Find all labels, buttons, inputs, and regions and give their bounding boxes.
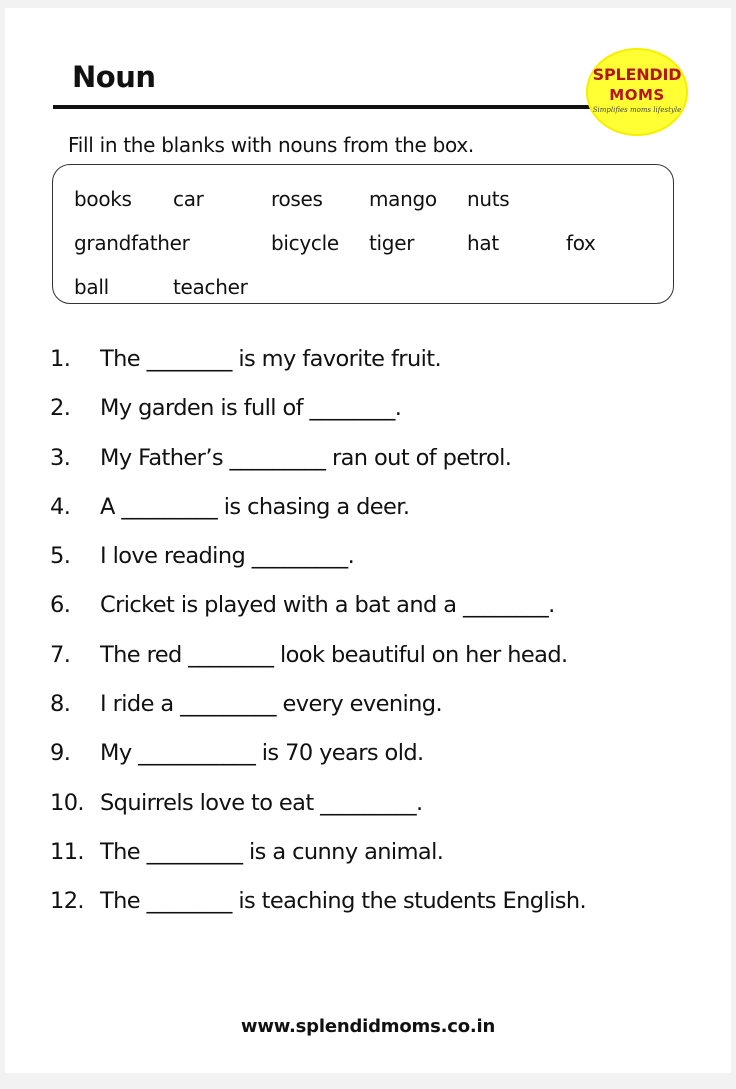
question-number: 1. [50, 346, 71, 372]
question-text: A _________ is chasing a deer. [100, 493, 410, 520]
question-number: 9. [50, 740, 71, 767]
word-books: books [74, 187, 132, 211]
word-grandfather: grandfather [74, 231, 190, 255]
question-item [50, 346, 726, 395]
title-underline [53, 105, 598, 109]
question-number: 4. [50, 493, 71, 520]
question-number: 10. [50, 789, 84, 816]
question-text: The ________ is my favorite fruit. [100, 346, 442, 372]
splendid-moms-logo [586, 48, 688, 136]
word-roses: roses [271, 187, 323, 211]
word-box [52, 164, 674, 304]
question-item [50, 691, 726, 740]
question-number: 5. [50, 543, 71, 570]
question-text: Squirrels love to eat _________. [100, 789, 423, 816]
question-item [50, 888, 726, 937]
question-number: 6. [50, 592, 71, 619]
question-item [50, 543, 726, 592]
logo-line-1: SPLENDID [592, 65, 682, 84]
question-item [50, 839, 726, 888]
question-number: 8. [50, 691, 71, 718]
question-item [50, 642, 726, 691]
question-item [50, 445, 726, 494]
question-number: 3. [50, 444, 71, 471]
word-mango: mango [369, 187, 437, 211]
question-text: My ___________ is 70 years old. [100, 740, 424, 767]
question-number: 11. [50, 838, 84, 865]
word-hat: hat [467, 231, 499, 255]
word-tiger: tiger [369, 231, 415, 255]
question-item [50, 790, 726, 839]
question-list [50, 346, 726, 938]
word-fox: fox [566, 231, 596, 255]
question-text: Cricket is played with a bat and a ________. [100, 592, 555, 619]
footer-url: www.splendidmoms.co.in [240, 1016, 496, 1037]
question-text: My garden is full of ________. [100, 395, 402, 422]
question-item [50, 494, 726, 543]
question-item [50, 592, 726, 641]
question-item [50, 740, 726, 789]
word-teacher: teacher [173, 275, 248, 299]
question-text: My Father’s _________ ran out of petrol. [100, 444, 512, 471]
page-title: Noun [72, 60, 156, 94]
question-number: 12. [50, 888, 84, 915]
word-nuts: nuts [467, 187, 510, 211]
worksheet-page [5, 8, 731, 1073]
question-item [50, 395, 726, 444]
question-text: The _________ is a cunny animal. [100, 838, 444, 865]
word-car: car [173, 187, 204, 211]
logo-tagline: Simplifies moms lifestyle [592, 106, 682, 114]
question-text: I ride a _________ every evening. [100, 691, 443, 718]
instruction-text: Fill in the blanks with nouns from the box. [68, 133, 474, 157]
question-text: I love reading _________. [100, 543, 355, 570]
question-text: The ________ is teaching the students English. [100, 888, 587, 915]
question-text: The red ________ look beautiful on her head. [100, 641, 568, 668]
word-bicycle: bicycle [271, 231, 339, 255]
question-number: 2. [50, 395, 71, 422]
question-number: 7. [50, 641, 71, 668]
word-ball: ball [74, 275, 109, 299]
logo-line-2: MOMS [609, 86, 665, 104]
